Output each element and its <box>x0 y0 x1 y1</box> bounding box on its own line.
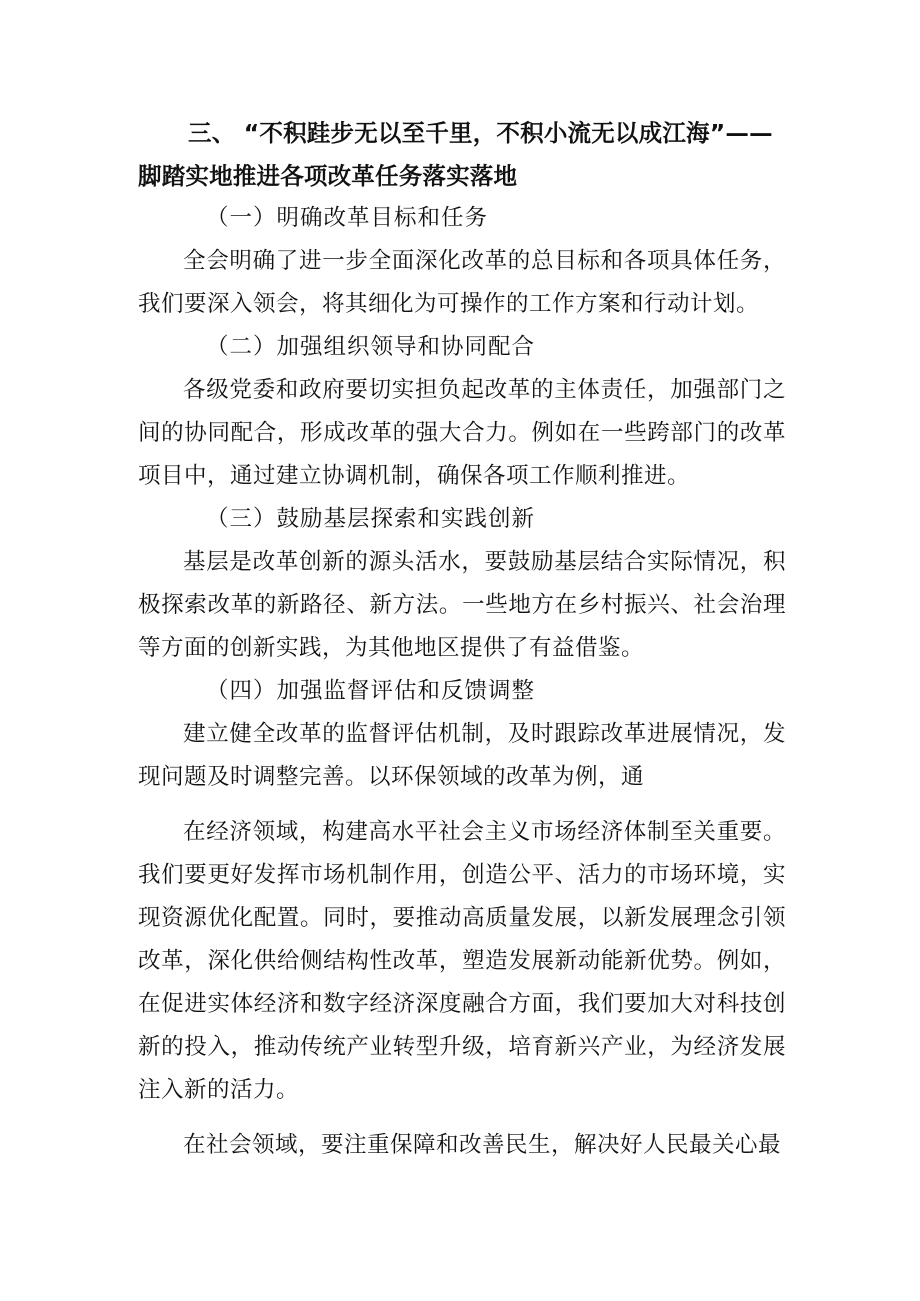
paragraph-6: 在社会领域，要注重保障和改善民生，解决好人民最关心最 <box>183 1132 782 1158</box>
sub-heading-3: （三）鼓励基层探索和实践创新 <box>206 506 536 532</box>
paragraph-3: 基层是改革创新的源头活水，要鼓励基层结合实际情况，积极探索改革的新路径、新方法。一些地方在乡村振兴、社会治理等方面的创新实践，为其他地区提供了有益借鉴。 <box>138 549 786 661</box>
paragraph-1: 全会明确了进一步全面深化改革的总目标和各项具体任务，我们要深入领会，将其细化为可操作的工作方案和行动计划。 <box>138 248 786 317</box>
document-body <box>138 197 786 1167</box>
sub-heading-1: （一）明确改革目标和任务 <box>206 205 489 231</box>
section-title: 三、 “不积跬步无以至千里，不积小流无以成江海”——脚踏实地推进各项改革任务落实落地 <box>138 119 773 190</box>
sub-heading-2: （二）加强组织领导和协同配合 <box>206 334 536 360</box>
paragraph-5: 在经济领域，构建高水平社会主义市场经济体制至关重要。我们要更好发挥市场机制作用，创造公平、活力的市场环境，实现资源优化配置。同时，要推动高质量发展，以新发展理念引领改革，深化供给侧结构性改革，塑造发展新动能新优势。例如，在促进实体经济和数字经济深度融合方面，我们要加大对科技创新的投入，推动传统产业转型升级，培育新兴产业，为经济发展注入新的活力。 <box>138 819 786 1103</box>
paragraph-2: 各级党委和政府要切实担负起改革的主体责任，加强部门之间的协同配合，形成改革的强大合力。例如在一些跨部门的改革项目中，通过建立协调机制，确保各项工作顺利推进。 <box>138 377 786 489</box>
paragraph-4: 建立健全改革的监督评估机制，及时跟踪改革进展情况，发现问题及时调整完善。以环保领域的改革为例，通 <box>138 721 786 790</box>
sub-heading-4: （四）加强监督评估和反馈调整 <box>206 678 536 704</box>
